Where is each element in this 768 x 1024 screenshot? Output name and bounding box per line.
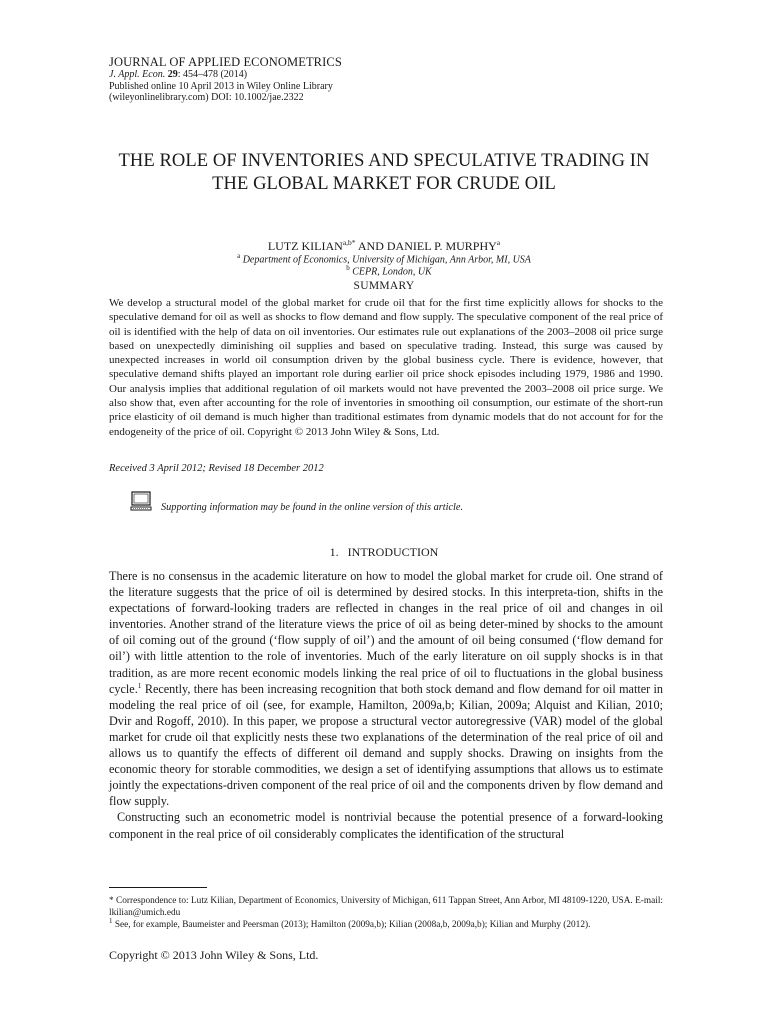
affiliation-b [0, 262, 768, 278]
computer-icon [130, 491, 152, 513]
section-number: 1. [329, 545, 339, 559]
title-line-2: THE GLOBAL MARKET FOR CRUDE OIL [212, 174, 556, 194]
title-line-1: THE ROLE OF INVENTORIES AND SPECULATIVE TRADING IN [118, 151, 650, 171]
introduction-body [109, 568, 663, 842]
intro-paragraph-1 [109, 568, 663, 809]
author-connector: AND [355, 239, 387, 253]
citation-journal: J. Appl. Econ. [109, 69, 166, 80]
footnote-1 [109, 919, 663, 931]
footnote-1-mark: 1 [109, 917, 113, 926]
affiliation-a-mark: a [237, 252, 241, 260]
author-kilian-marks: a,b* [342, 238, 356, 247]
published-line: Published online 10 April 2013 in Wiley Online Library [109, 80, 333, 92]
footnote-correspondence-text: Correspondence to: Lutz Kilian, Department of Economics, University of Michigan, 611 Tappan Street, Ann Arbor, MI 48109-1220, USA. E-mail: lkilian@umich.edu [109, 896, 663, 919]
intro-paragraph-2: Constructing such an econometric model is nontrivial because the potential presence of a forward-looking component in the real price of oil considerably complicates the identification of the structural [109, 810, 663, 841]
author-murphy: DANIEL P. MURPHY [386, 239, 497, 253]
journal-header [109, 55, 342, 104]
summary-heading: SUMMARY [353, 280, 415, 292]
intro-para1-part-b: Recently, there has been increasing recognition that both stock demand and flow demand for oil matter in modeling the real price of oil (see, for example, Hamilton, 2009a,b; Kilian, 2009a; Alquist and Kilian, 2010; Dvir and Rogoff, 2010). In this paper, we propose a structural vector autoregressive (VAR) model of the global market for crude oil that explicitly nests these two explanations of the determination of the real price of oil and allows us to quantify the effects of different oil demand and supply shocks. Drawing on insights from the economic theory for storable commodities, we design a set of identifying assumptions that allows us to estimate jointly the expectations-driven component of the real price of oil and the components driven by flow demand and flow supply. [109, 681, 663, 809]
citation-pages: : 454–478 (2014) [177, 69, 248, 80]
footnotes [109, 895, 663, 932]
abstract-text: We develop a structural model of the global market for crude oil that for the first time explicitly allows for shocks to the speculative demand for oil as well as shocks to flow demand and flow supply. The speculative component of the real price of oil is identified with the help of data on oil inventories. Our estimates rule out explanations of the 2003–2008 oil price surge based on unexpectedly diminishing oil supplies and based on speculative trading. Instead, this surge was caused by unexpected increases in world oil consumption driven by the global business cycle. There is evidence, however, that speculative demand shifts played an important role during earlier oil price shock episodes including 1979, 1986 and 1990. Our analysis implies that additional regulation of oil markets would not have prevented the 2003–2008 oil price surge. We also show that, even after accounting for the role of inventories in smoothing oil consumption, our estimate of the short-run price elasticity of oil demand is much higher than traditional estimates from dynamic models that do not account for for the endogeneity of the price of oil. Copyright © 2013 John Wiley & Sons, Ltd. [109, 297, 663, 438]
article-title [0, 150, 768, 196]
affiliation-b-text: CEPR, London, UK [352, 266, 432, 278]
citation-line [109, 69, 342, 81]
supporting-info-text: Supporting information may be found in the online version of this article. [161, 502, 464, 513]
author-murphy-marks: a [496, 238, 501, 247]
author-kilian: LUTZ KILIAN [267, 239, 343, 253]
journal-name: JOURNAL OF APPLIED ECONOMETRICS [109, 55, 342, 69]
footnote-ref-1: 1 [137, 680, 142, 690]
doi-line: (wileyonlinelibrary.com) DOI: 10.1002/jae.2322 [109, 92, 304, 103]
citation-volume: 29 [167, 69, 178, 80]
affiliation-b-mark: b [346, 264, 350, 272]
footnote-1-text: See, for example, Baumeister and Peersman (2013); Hamilton (2009a,b); Kilian (2008a,b, 2009a,b); Kilian and Murphy (2012). [112, 920, 591, 931]
received-dates: Received 3 April 2012; Revised 18 December 2012 [109, 463, 324, 474]
intro-para1-part-a: There is no consensus in the academic literature on how to model the global market for crude oil. One strand of the literature suggests that the price of oil is determined by desired stocks. In this interpreta-tion, shifts in the expectations of forward-looking traders are reflected in changes in the real price of oil and changes in oil inventories. Another strand of the literature views the price of oil as being deter-mined by shocks to the amount of oil coming out of the ground (‘flow supply of oil’) and the amount of oil being consumed (‘flow demand for oil’) with little attention to the role of inventories. Much of the early literature on oil supply shocks is in that tradition, as are more recent economic models linking the real price of oil to fluctuations in the global business cycle. [109, 569, 663, 696]
page-copyright: Copyright © 2013 John Wiley & Sons, Ltd. [109, 948, 319, 962]
affiliation-a-text: Department of Economics, University of Michigan, Ann Arbor, MI, USA [242, 254, 531, 266]
footnote-correspondence [109, 895, 663, 919]
footnote-star-mark: * [109, 896, 114, 906]
section-title: INTRODUCTION [347, 545, 439, 559]
footnote-divider [109, 887, 207, 888]
section-heading [0, 545, 768, 560]
